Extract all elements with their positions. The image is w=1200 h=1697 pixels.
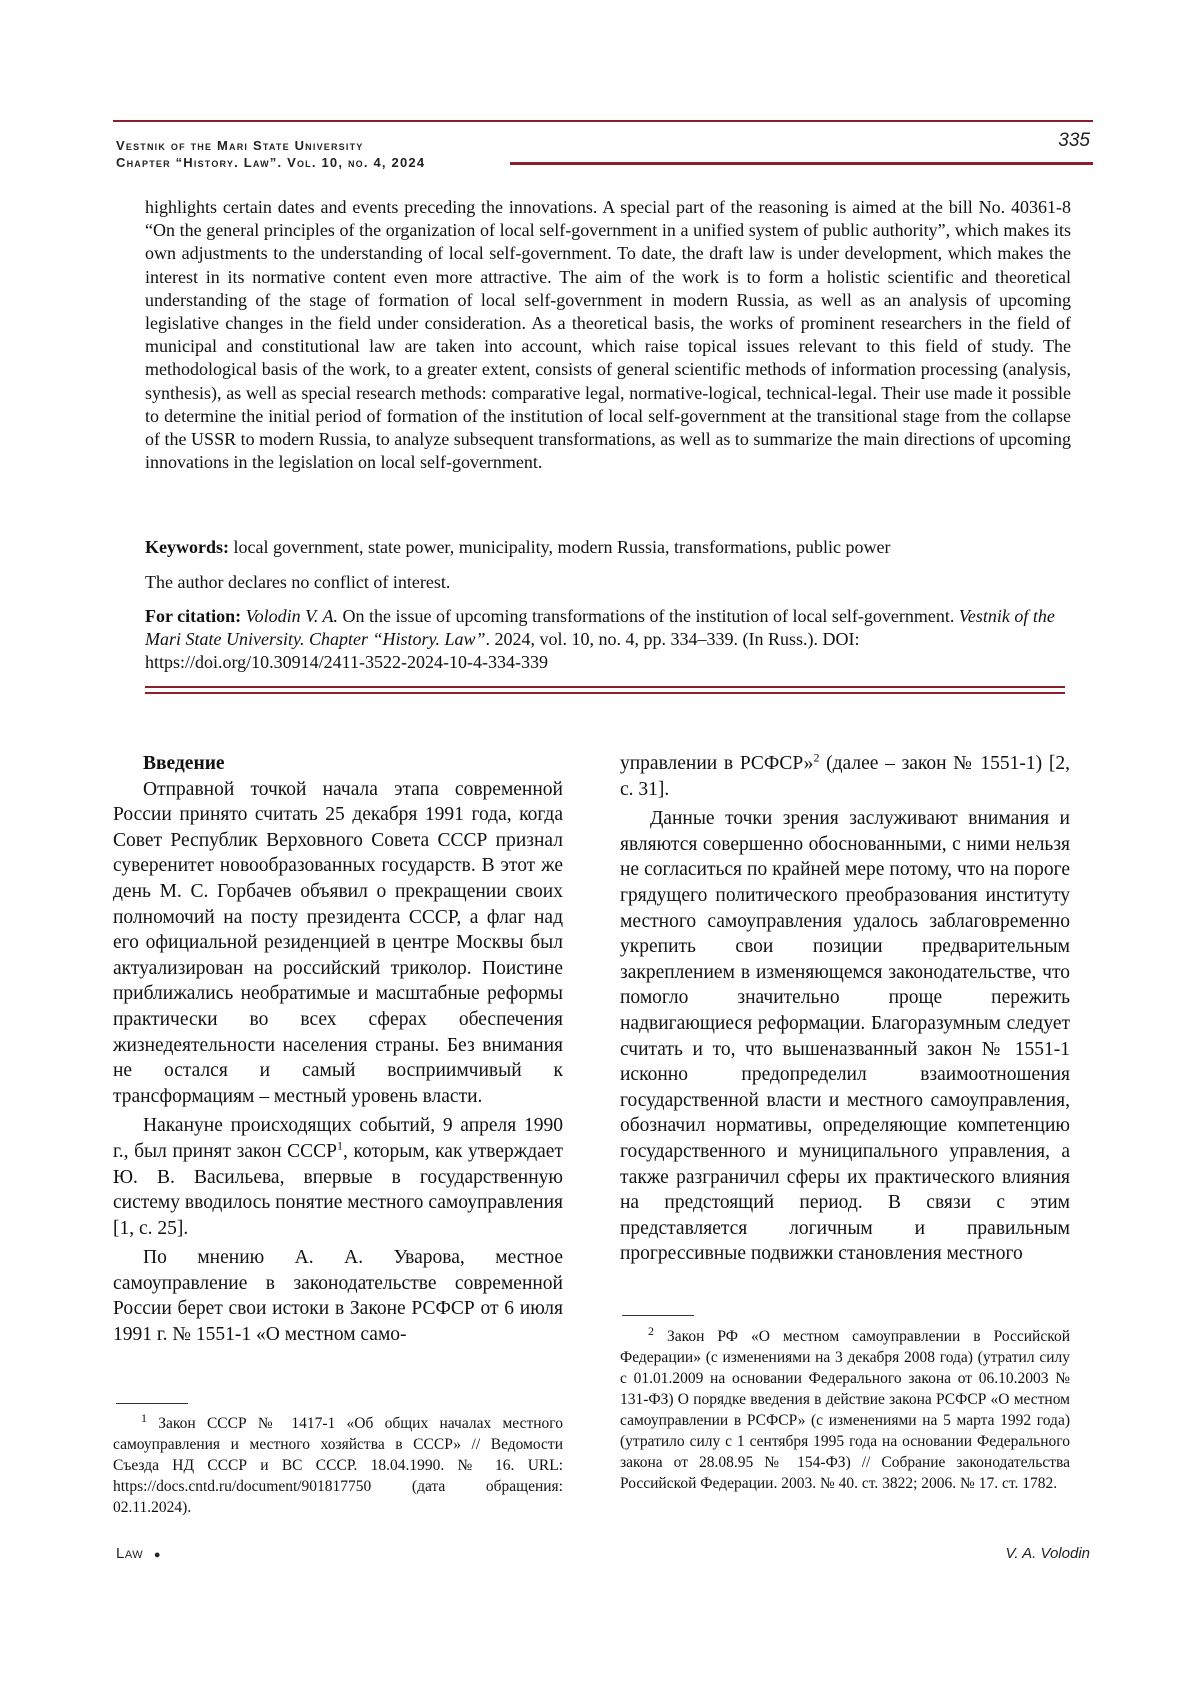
body-column-right — [620, 751, 1070, 1271]
abstract-text — [145, 196, 1071, 474]
keywords-label: Keywords: — [145, 537, 229, 557]
footnote-2 — [620, 1323, 1070, 1494]
body-text: управлении в РСФСР» — [620, 753, 814, 774]
footnote-text — [113, 1410, 563, 1518]
footnote-ref-2[interactable]: 2 — [813, 750, 820, 765]
bullet-icon: ● — [153, 1549, 161, 1561]
section-heading: Введение — [143, 753, 225, 774]
footnote-text — [620, 1323, 1070, 1494]
footnote-body: Закон РФ «О местном самоуправлении в Российской Федерации» (с изменениями на 3 декабря 2008 года) (утратил силу с 01.01.2009 на основании Федерального закона от 06.10.2003 № 131-ФЗ) О порядке введения в действие закона РСФСР «О местном самоуправлении в РСФСР» (с изменениями на 5 марта 1992 года) (утратило силу с 1 сентября 1995 года на основании Федерального закона от 28.08.95 № 154-ФЗ) // Собрание законодательства Российской Федерации. 2003. № 40. ст. 3822; 2006. № 17. ст. 1782. — [620, 1328, 1070, 1492]
abstract-paragraph: highlights certain dates and events preceding the innovations. A special part of the reasoning is aimed at the bill No. 40361-8 “On the general principles of the organization of local self-government in a unified system of public authority”, which makes its own adjustments to the understanding of local self-government. To date, the draft law is under development, which makes the interest in its normative content even more attractive. The aim of the work is to form a holistic scientific and theoretical understanding of the stage of formation of local self-government in modern Russia, as well as an analysis of upcoming legislative changes in the field under consideration. As a theoretical basis, the works of prominent researchers in the field of municipal and constitutional law are taken into account, which raise topical issues relevant to this field of study. The methodological basis of the work, to a greater extent, consists of general scientific methods of information processing (analysis, synthesis), as well as special research methods: comparative legal, normative-logical, technical-legal. Their use made it possible to determine the initial period of formation of the institution of local self-government at the transitional stage from the collapse of the USSR to modern Russia, to analyze subsequent transformations, as well as to summarize the main directions of upcoming innovations in the legislation on local self-government. — [145, 197, 1071, 473]
citation-details: . 2024, vol. 10, no. 4, pp. 334–339. (In Russ.). DOI: https://doi.org/10.30914/2411-3522-2024-10-4-334-339 — [145, 629, 860, 672]
body-paragraph: По мнению А. А. Уварова, местное самоуправление в законодательстве современной России берет свои истоки в Законе РСФСР от 6 июля 1991 г. № 1551-1 «О местном само- — [113, 1247, 563, 1346]
conflict-statement: The author declares no conflict of interest. — [145, 572, 451, 592]
citation-title: On the issue of upcoming transformations of the institution of local self-government. — [338, 606, 959, 626]
footer-section — [116, 1545, 161, 1562]
body-column-left — [113, 751, 563, 1352]
body-paragraph — [620, 751, 1070, 802]
journal-header — [116, 137, 425, 171]
citation-author: Volodin V. A. — [241, 606, 339, 626]
journal-chapter: Chapter “History. Law”. Vol. 10, no. 4, 2024 — [116, 155, 426, 170]
body-text: Накануне происходящих событий, 9 апреля 1990 г., был принят закон СССР — [113, 1115, 563, 1162]
footnote-body: Закон СССР № 1417-1 «Об общих началах местного самоуправления и местного хозяйства в СССР» // Ведомости Съезда НД СССР и ВС СССР. 18.04.1990. № 16. URL: https://docs.cntd.ru/document/901817750 (дата обращения: 02.11.2024). — [113, 1415, 563, 1516]
header-rule-top — [113, 120, 1093, 122]
keywords — [145, 536, 1075, 559]
body-paragraph — [113, 1113, 563, 1241]
footnote-mark: 2 — [648, 1323, 654, 1338]
section-divider-1 — [145, 686, 1065, 688]
footer-section-label: Law — [116, 1545, 144, 1562]
body-text: (далее – закон № 1551-1) [2, с. 31]. — [620, 753, 1070, 800]
footnote-1 — [113, 1410, 563, 1518]
citation-label: For citation: — [145, 606, 242, 626]
footnote-rule-right — [622, 1315, 694, 1316]
footnote-mark: 1 — [141, 1410, 147, 1425]
page-number: 335 — [1058, 130, 1090, 151]
journal-title: Vestnik of the Mari State University — [116, 138, 364, 153]
citation — [145, 605, 1071, 674]
footer-author: V. A. Volodin — [1005, 1545, 1090, 1562]
body-paragraph: Данные точки зрения заслуживают внимания и являются совершенно обоснованными, с ними нельзя не согласиться по крайней мере потому, что на пороге грядущего политического преобразования институту местного самоуправления удалось заблаговременно укрепить свои позиции предварительным закреплением в изменяющемся законодательстве, что помогло значительно проще пережить надвигающиеся реформации. Благоразумным следует считать и то, что вышеназванный закон № 1551-1 исконно предопределил взаимоотношения государственной власти и местного самоуправления, обозначил нормативы, определяющие компетенцию государственного и муниципального управления, а также разграничил сферы их практического влияния на предстоящий период. В связи с этим представляется логичным и правильным прогрессивные подвижки становления местного — [620, 808, 1070, 1265]
body-text: , которым, как утверждает Ю. В. Васильева, впервые в государственную систему вводилось понятие местного самоуправления [1, с. 25]. — [113, 1140, 563, 1239]
footnote-rule-left — [116, 1403, 188, 1404]
keywords-list: local government, state power, municipality, modern Russia, transformations, public power — [229, 537, 891, 557]
footnote-ref-1[interactable]: 1 — [337, 1138, 344, 1153]
body-paragraph: Отправной точкой начала этапа современной России принято считать 25 декабря 1991 года, когда Совет Республик Верховного Совета СССР признал суверенитет новообразованных государств. В этот же день М. С. Горбачев объявил о прекращении своих полномочий на посту президента СССР, а флаг над его официальной резиденцией в центре Москвы был актуализирован на российский триколор. Поистине приближались необратимые и масштабные реформы практически во всех сферах обеспечения жизнедеятельности населения страны. Без внимания не остался и самый восприимчивый к трансформациям – местный уровень власти. — [113, 778, 563, 1107]
citation-journal: Vestnik of the Mari State University. Chapter “History. Law” — [145, 606, 1055, 649]
section-divider-2 — [145, 692, 1065, 694]
header-rule-right — [510, 162, 1093, 165]
